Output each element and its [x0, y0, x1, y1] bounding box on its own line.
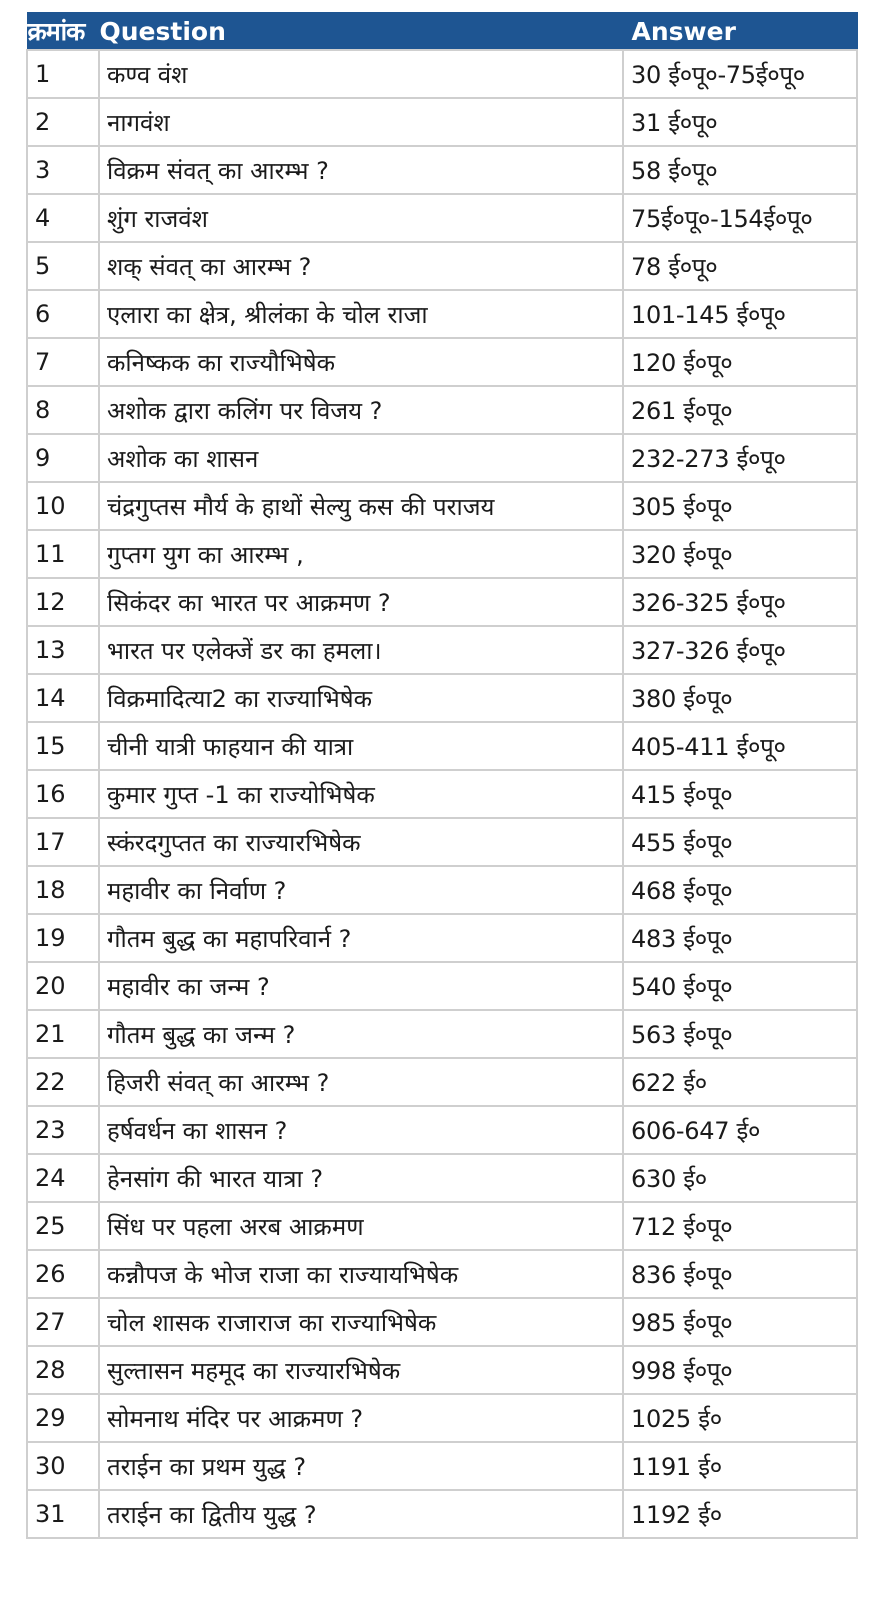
- row-number-cell: 7: [27, 338, 99, 386]
- question-cell: भारत पर एलेक्जें डर का हमला।: [99, 626, 623, 674]
- answer-cell: 1192 ई०: [623, 1490, 857, 1538]
- row-number-cell: 18: [27, 866, 99, 914]
- row-number-cell: 24: [27, 1154, 99, 1202]
- row-number-cell: 25: [27, 1202, 99, 1250]
- answer-cell: 232-273 ई०पू०: [623, 434, 857, 482]
- answer-cell: 31 ई०पू०: [623, 98, 857, 146]
- row-number-cell: 15: [27, 722, 99, 770]
- answer-cell: 540 ई०पू०: [623, 962, 857, 1010]
- answer-cell: 320 ई०पू०: [623, 530, 857, 578]
- question-cell: चोल शासक राजाराज का राज्याभिषेक: [99, 1298, 623, 1346]
- table-row: [27, 194, 857, 242]
- table-row: [27, 866, 857, 914]
- answer-cell: 261 ई०पू०: [623, 386, 857, 434]
- answer-cell: 120 ई०पू०: [623, 338, 857, 386]
- row-number-cell: 30: [27, 1442, 99, 1490]
- table-row: [27, 1442, 857, 1490]
- row-number-cell: 3: [27, 146, 99, 194]
- table-row: [27, 386, 857, 434]
- table-row: [27, 482, 857, 530]
- table-row: [27, 962, 857, 1010]
- question-cell: अशोक का शासन: [99, 434, 623, 482]
- table-header: [27, 13, 857, 51]
- question-cell: एलारा का क्षेत्र, श्रीलंका के चोल राजा: [99, 290, 623, 338]
- row-number-cell: 17: [27, 818, 99, 866]
- question-cell: नागवंश: [99, 98, 623, 146]
- table-row: [27, 530, 857, 578]
- row-number-cell: 27: [27, 1298, 99, 1346]
- table-row: [27, 626, 857, 674]
- question-cell: चीनी यात्री फाहयान की यात्रा: [99, 722, 623, 770]
- question-cell: कन्नौपज के भोज राजा का राज्यायभिषेक: [99, 1250, 623, 1298]
- question-cell: गौतम बुद्ध का महापरिवार्न ?: [99, 914, 623, 962]
- table-row: [27, 1250, 857, 1298]
- table-row: [27, 242, 857, 290]
- row-number-cell: 5: [27, 242, 99, 290]
- question-cell: सोमनाथ मंदिर पर आक्रमण ?: [99, 1394, 623, 1442]
- row-number-cell: 9: [27, 434, 99, 482]
- table-row: [27, 578, 857, 626]
- row-number-cell: 11: [27, 530, 99, 578]
- table-row: [27, 1106, 857, 1154]
- answer-cell: 468 ई०पू०: [623, 866, 857, 914]
- header-answer: Answer: [623, 13, 857, 51]
- table-body: [27, 50, 857, 1538]
- table-row: [27, 770, 857, 818]
- answer-cell: 75ई०पू०-154ई०पू०: [623, 194, 857, 242]
- header-row: [27, 13, 857, 51]
- table-row: [27, 1010, 857, 1058]
- question-cell: हर्षवर्धन का शासन ?: [99, 1106, 623, 1154]
- table-row: [27, 818, 857, 866]
- table-row: [27, 290, 857, 338]
- answer-cell: 455 ई०पू०: [623, 818, 857, 866]
- answer-cell: 30 ई०पू०-75ई०पू०: [623, 50, 857, 98]
- row-number-cell: 29: [27, 1394, 99, 1442]
- question-cell: हिजरी संवत् का आरम्भ ?: [99, 1058, 623, 1106]
- question-cell: विक्रम संवत् का आरम्भ ?: [99, 146, 623, 194]
- table-row: [27, 1202, 857, 1250]
- history-dates-table: [26, 12, 858, 1539]
- row-number-cell: 10: [27, 482, 99, 530]
- table-row: [27, 1394, 857, 1442]
- table-row: [27, 338, 857, 386]
- answer-cell: 415 ई०पू०: [623, 770, 857, 818]
- answer-cell: 327-326 ई०पू०: [623, 626, 857, 674]
- row-number-cell: 6: [27, 290, 99, 338]
- table-row: [27, 434, 857, 482]
- row-number-cell: 26: [27, 1250, 99, 1298]
- question-cell: कुमार गुप्त -1 का राज्योभिषेक: [99, 770, 623, 818]
- answer-cell: 712 ई०पू०: [623, 1202, 857, 1250]
- table-row: [27, 914, 857, 962]
- row-number-cell: 22: [27, 1058, 99, 1106]
- row-number-cell: 16: [27, 770, 99, 818]
- table-row: [27, 50, 857, 98]
- question-cell: गुप्तग युग का आरम्भ ,: [99, 530, 623, 578]
- table-row: [27, 1154, 857, 1202]
- row-number-cell: 31: [27, 1490, 99, 1538]
- question-cell: कण्व वंश: [99, 50, 623, 98]
- question-cell: चंद्रगुप्तस मौर्य के हाथों सेल्यु कस की पराजय: [99, 482, 623, 530]
- question-cell: स्कंरदगुप्तत का राज्यारभिषेक: [99, 818, 623, 866]
- row-number-cell: 28: [27, 1346, 99, 1394]
- row-number-cell: 23: [27, 1106, 99, 1154]
- question-cell: हेनसांग की भारत यात्रा ?: [99, 1154, 623, 1202]
- answer-cell: 630 ई०: [623, 1154, 857, 1202]
- header-number: क्रमांक: [27, 13, 99, 51]
- question-cell: तराईन का द्वितीय युद्ध ?: [99, 1490, 623, 1538]
- answer-cell: 58 ई०पू०: [623, 146, 857, 194]
- row-number-cell: 20: [27, 962, 99, 1010]
- question-cell: सिंध पर पहला अरब आक्रमण: [99, 1202, 623, 1250]
- header-question: Question: [99, 13, 623, 51]
- question-cell: शक् संवत् का आरम्भ ?: [99, 242, 623, 290]
- question-cell: अशोक द्वारा कलिंग पर विजय ?: [99, 386, 623, 434]
- row-number-cell: 14: [27, 674, 99, 722]
- table-row: [27, 722, 857, 770]
- answer-cell: 101-145 ई०पू०: [623, 290, 857, 338]
- history-dates-table-container: [26, 12, 856, 1539]
- answer-cell: 1191 ई०: [623, 1442, 857, 1490]
- answer-cell: 1025 ई०: [623, 1394, 857, 1442]
- row-number-cell: 1: [27, 50, 99, 98]
- row-number-cell: 13: [27, 626, 99, 674]
- row-number-cell: 8: [27, 386, 99, 434]
- question-cell: महावीर का जन्म ?: [99, 962, 623, 1010]
- table-row: [27, 98, 857, 146]
- question-cell: महावीर का निर्वाण ?: [99, 866, 623, 914]
- row-number-cell: 21: [27, 1010, 99, 1058]
- question-cell: गौतम बुद्ध का जन्म ?: [99, 1010, 623, 1058]
- answer-cell: 305 ई०पू०: [623, 482, 857, 530]
- answer-cell: 606-647 ई०: [623, 1106, 857, 1154]
- answer-cell: 836 ई०पू०: [623, 1250, 857, 1298]
- table-row: [27, 146, 857, 194]
- question-cell: सिकंदर का भारत पर आक्रमण ?: [99, 578, 623, 626]
- row-number-cell: 4: [27, 194, 99, 242]
- table-row: [27, 674, 857, 722]
- answer-cell: 622 ई०: [623, 1058, 857, 1106]
- question-cell: सुल्तासन महमूद का राज्यारभिषेक: [99, 1346, 623, 1394]
- answer-cell: 78 ई०पू०: [623, 242, 857, 290]
- answer-cell: 326-325 ई०पू०: [623, 578, 857, 626]
- answer-cell: 483 ई०पू०: [623, 914, 857, 962]
- question-cell: कनिष्कक का राज्यौभिषेक: [99, 338, 623, 386]
- answer-cell: 380 ई०पू०: [623, 674, 857, 722]
- table-row: [27, 1490, 857, 1538]
- question-cell: विक्रमादित्या2 का राज्याभिषेक: [99, 674, 623, 722]
- table-row: [27, 1346, 857, 1394]
- row-number-cell: 2: [27, 98, 99, 146]
- table-row: [27, 1298, 857, 1346]
- answer-cell: 563 ई०पू०: [623, 1010, 857, 1058]
- question-cell: शुंग राजवंश: [99, 194, 623, 242]
- row-number-cell: 12: [27, 578, 99, 626]
- question-cell: तराईन का प्रथम युद्ध ?: [99, 1442, 623, 1490]
- answer-cell: 985 ई०पू०: [623, 1298, 857, 1346]
- answer-cell: 405-411 ई०पू०: [623, 722, 857, 770]
- row-number-cell: 19: [27, 914, 99, 962]
- table-row: [27, 1058, 857, 1106]
- answer-cell: 998 ई०पू०: [623, 1346, 857, 1394]
